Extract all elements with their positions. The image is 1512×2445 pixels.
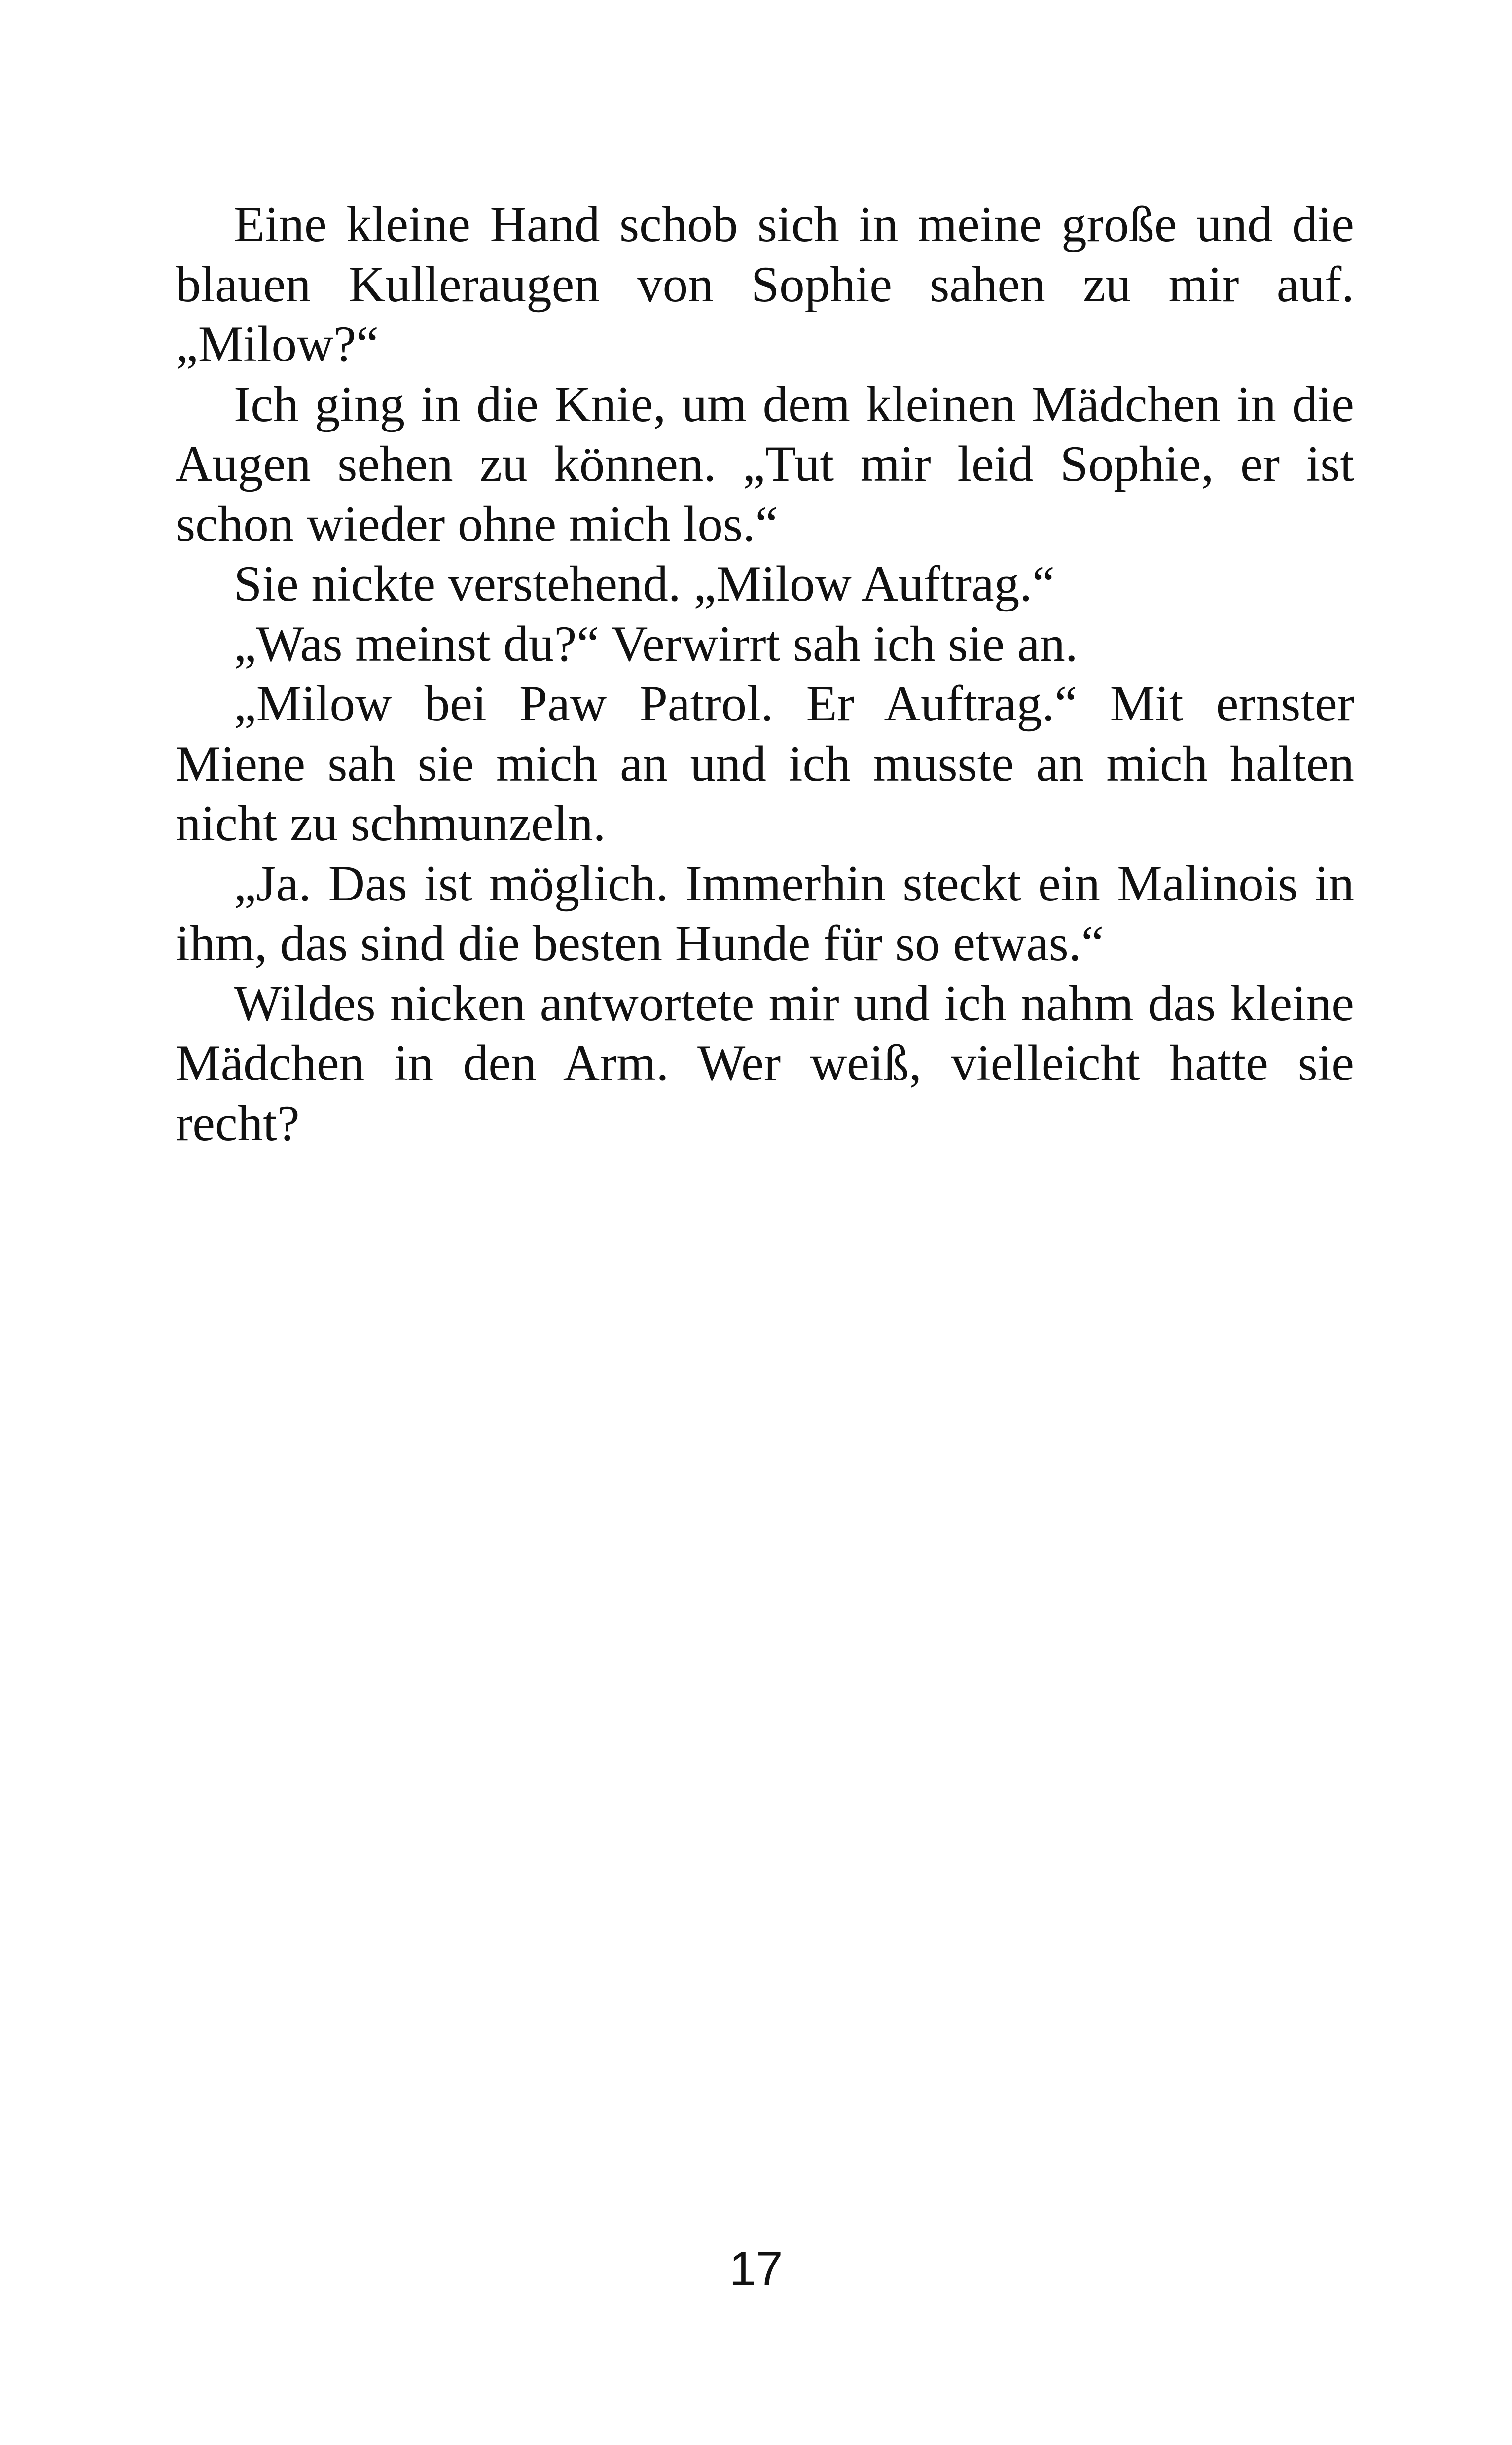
paragraph-5: „Milow bei Paw Patrol. Er Auftrag.“ Mit ernster Miene sah sie mich an und ich musste an mich halten nicht zu schmunzeln. — [176, 676, 1354, 852]
page-number: 17 — [729, 2241, 783, 2296]
paragraph-7: Wildes nicken antwortete mir und ich nahm das kleine Mädchen in den Arm. Wer weiß, vielleicht hatte sie recht? — [176, 975, 1354, 1151]
paragraph-1: Eine kleine Hand schob sich in meine große und die blauen Kulleraugen von Sophie sahen zu mir auf. „Milow?“ — [176, 196, 1354, 372]
paragraph-3: Sie nickte verstehend. „Milow Auftrag.“ — [234, 556, 1055, 612]
paragraph-4: „Was meinst du?“ Verwirrt sah ich sie an. — [234, 615, 1078, 672]
body-text — [176, 195, 1354, 1153]
paragraph-2: Ich ging in die Knie, um dem kleinen Mädchen in die Augen sehen zu können. „Tut mir leid Sophie, er ist schon wieder ohne mich los.“ — [176, 376, 1354, 552]
paragraph-6: „Ja. Das ist möglich. Immerhin steckt ein Malinois in ihm, das sind die besten Hunde für so etwas.“ — [176, 855, 1354, 971]
